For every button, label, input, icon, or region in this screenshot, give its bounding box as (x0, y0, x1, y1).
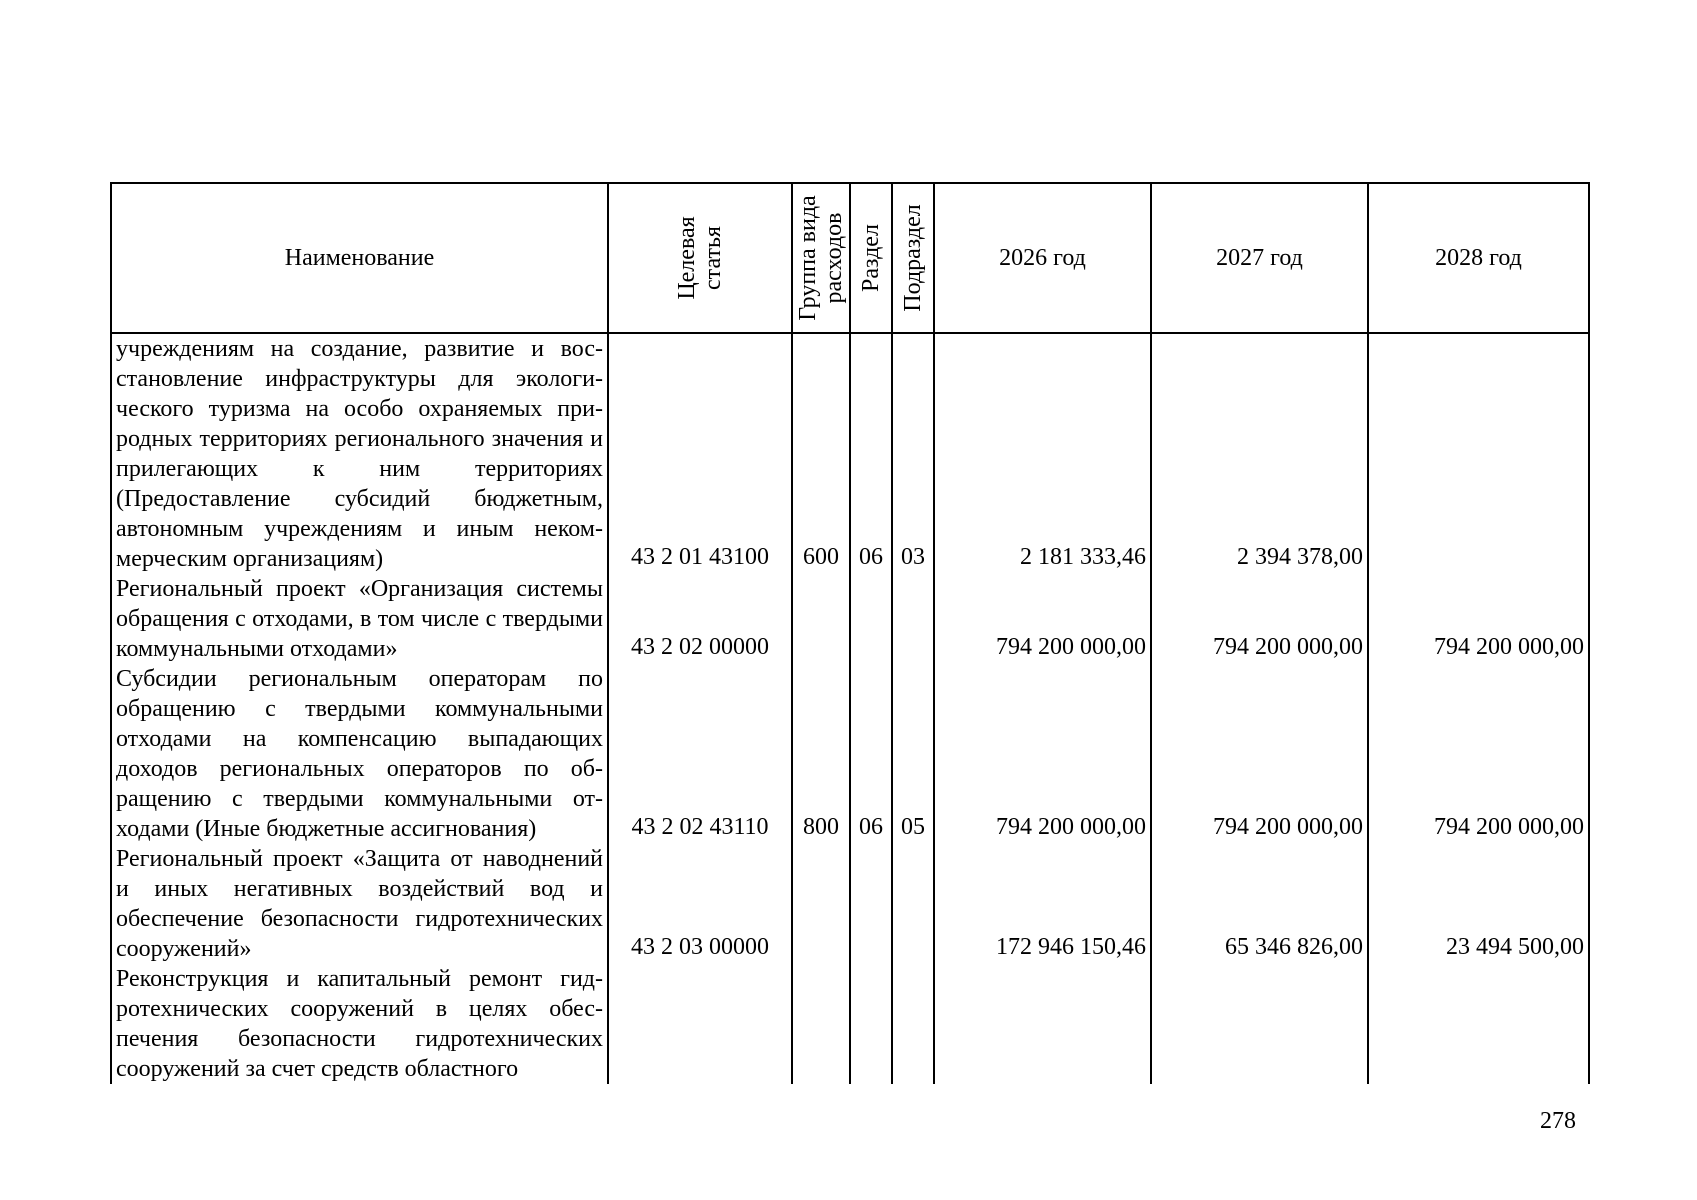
row-code: 43 2 01 43100 (631, 544, 769, 570)
header-year-2028: 2028 год (1368, 183, 1589, 333)
row-name: Региональный проект «Защита от наводнений и иных негативных воздействий вод и обеспечение безопасности гидротехнических сооружений» (111, 844, 608, 964)
row-group: 600 (803, 544, 839, 570)
row-amount-2028: 794 200 000,00 (1434, 634, 1584, 660)
row-name: Региональный проект «Организация системы обращения с отходами, в том числе с твердыми коммунальными отходами» (111, 574, 608, 664)
row-name: Реконструкция и капитальный ремонт гидротехнических сооружений в целях обеспечения безопасности гидротехнических сооружений за счет средств областного (111, 964, 608, 1084)
row-amount-2026: 2 181 333,46 (1020, 544, 1146, 570)
row-section: 06 (859, 814, 883, 840)
header-name: Наименование (111, 183, 608, 333)
row-amount-2026: 794 200 000,00 (996, 814, 1146, 840)
row-amount-2027: 65 346 826,00 (1225, 934, 1363, 960)
header-year-2026: 2026 год (934, 183, 1151, 333)
row-amount-2027: 2 394 378,00 (1237, 544, 1363, 570)
row-code: 43 2 03 00000 (631, 934, 769, 960)
row-code: 43 2 02 00000 (631, 634, 769, 660)
row-name: Субсидии региональным операторам по обращению с твердыми коммунальными отходами на компенсацию выпадающих доходов региональных операторов по обращению с твердыми коммунальными отходами (Иные бюджетные ассигнования) (111, 664, 608, 844)
table-row (111, 574, 1589, 664)
row-subsection: 05 (901, 814, 925, 840)
row-amount-2026: 794 200 000,00 (996, 634, 1146, 660)
table-row (111, 964, 1589, 1084)
table-header-row (111, 183, 1589, 333)
row-amount-2026: 172 946 150,46 (996, 934, 1146, 960)
header-section: Раздел (850, 183, 892, 333)
table-row (111, 844, 1589, 964)
row-amount-2028: 23 494 500,00 (1446, 934, 1584, 960)
table-row (111, 664, 1589, 844)
row-group: 800 (803, 814, 839, 840)
header-year-2027: 2027 год (1151, 183, 1368, 333)
row-name: учреждениям на создание, развитие и восстановление инфраструктуры для экологического туризма на особо охраняемых природных территориях регионального значения и прилегающих к ним территориях (Предоставление субсидий бюджетным, автономным учреждениям и иным некоммерческим организациям) (111, 333, 608, 574)
header-target-article: Целевая статья (608, 183, 792, 333)
header-expense-group: Группа вида расходов (792, 183, 850, 333)
row-section: 06 (859, 544, 883, 570)
row-amount-2027: 794 200 000,00 (1213, 634, 1363, 660)
row-code: 43 2 02 43110 (631, 814, 769, 840)
budget-table (110, 182, 1590, 1084)
row-subsection: 03 (901, 544, 925, 570)
page-number: 278 (1540, 1108, 1576, 1134)
row-amount-2027: 794 200 000,00 (1213, 814, 1363, 840)
header-subsection: Подраздел (892, 183, 934, 333)
table-row (111, 333, 1589, 574)
row-amount-2028: 794 200 000,00 (1434, 814, 1584, 840)
